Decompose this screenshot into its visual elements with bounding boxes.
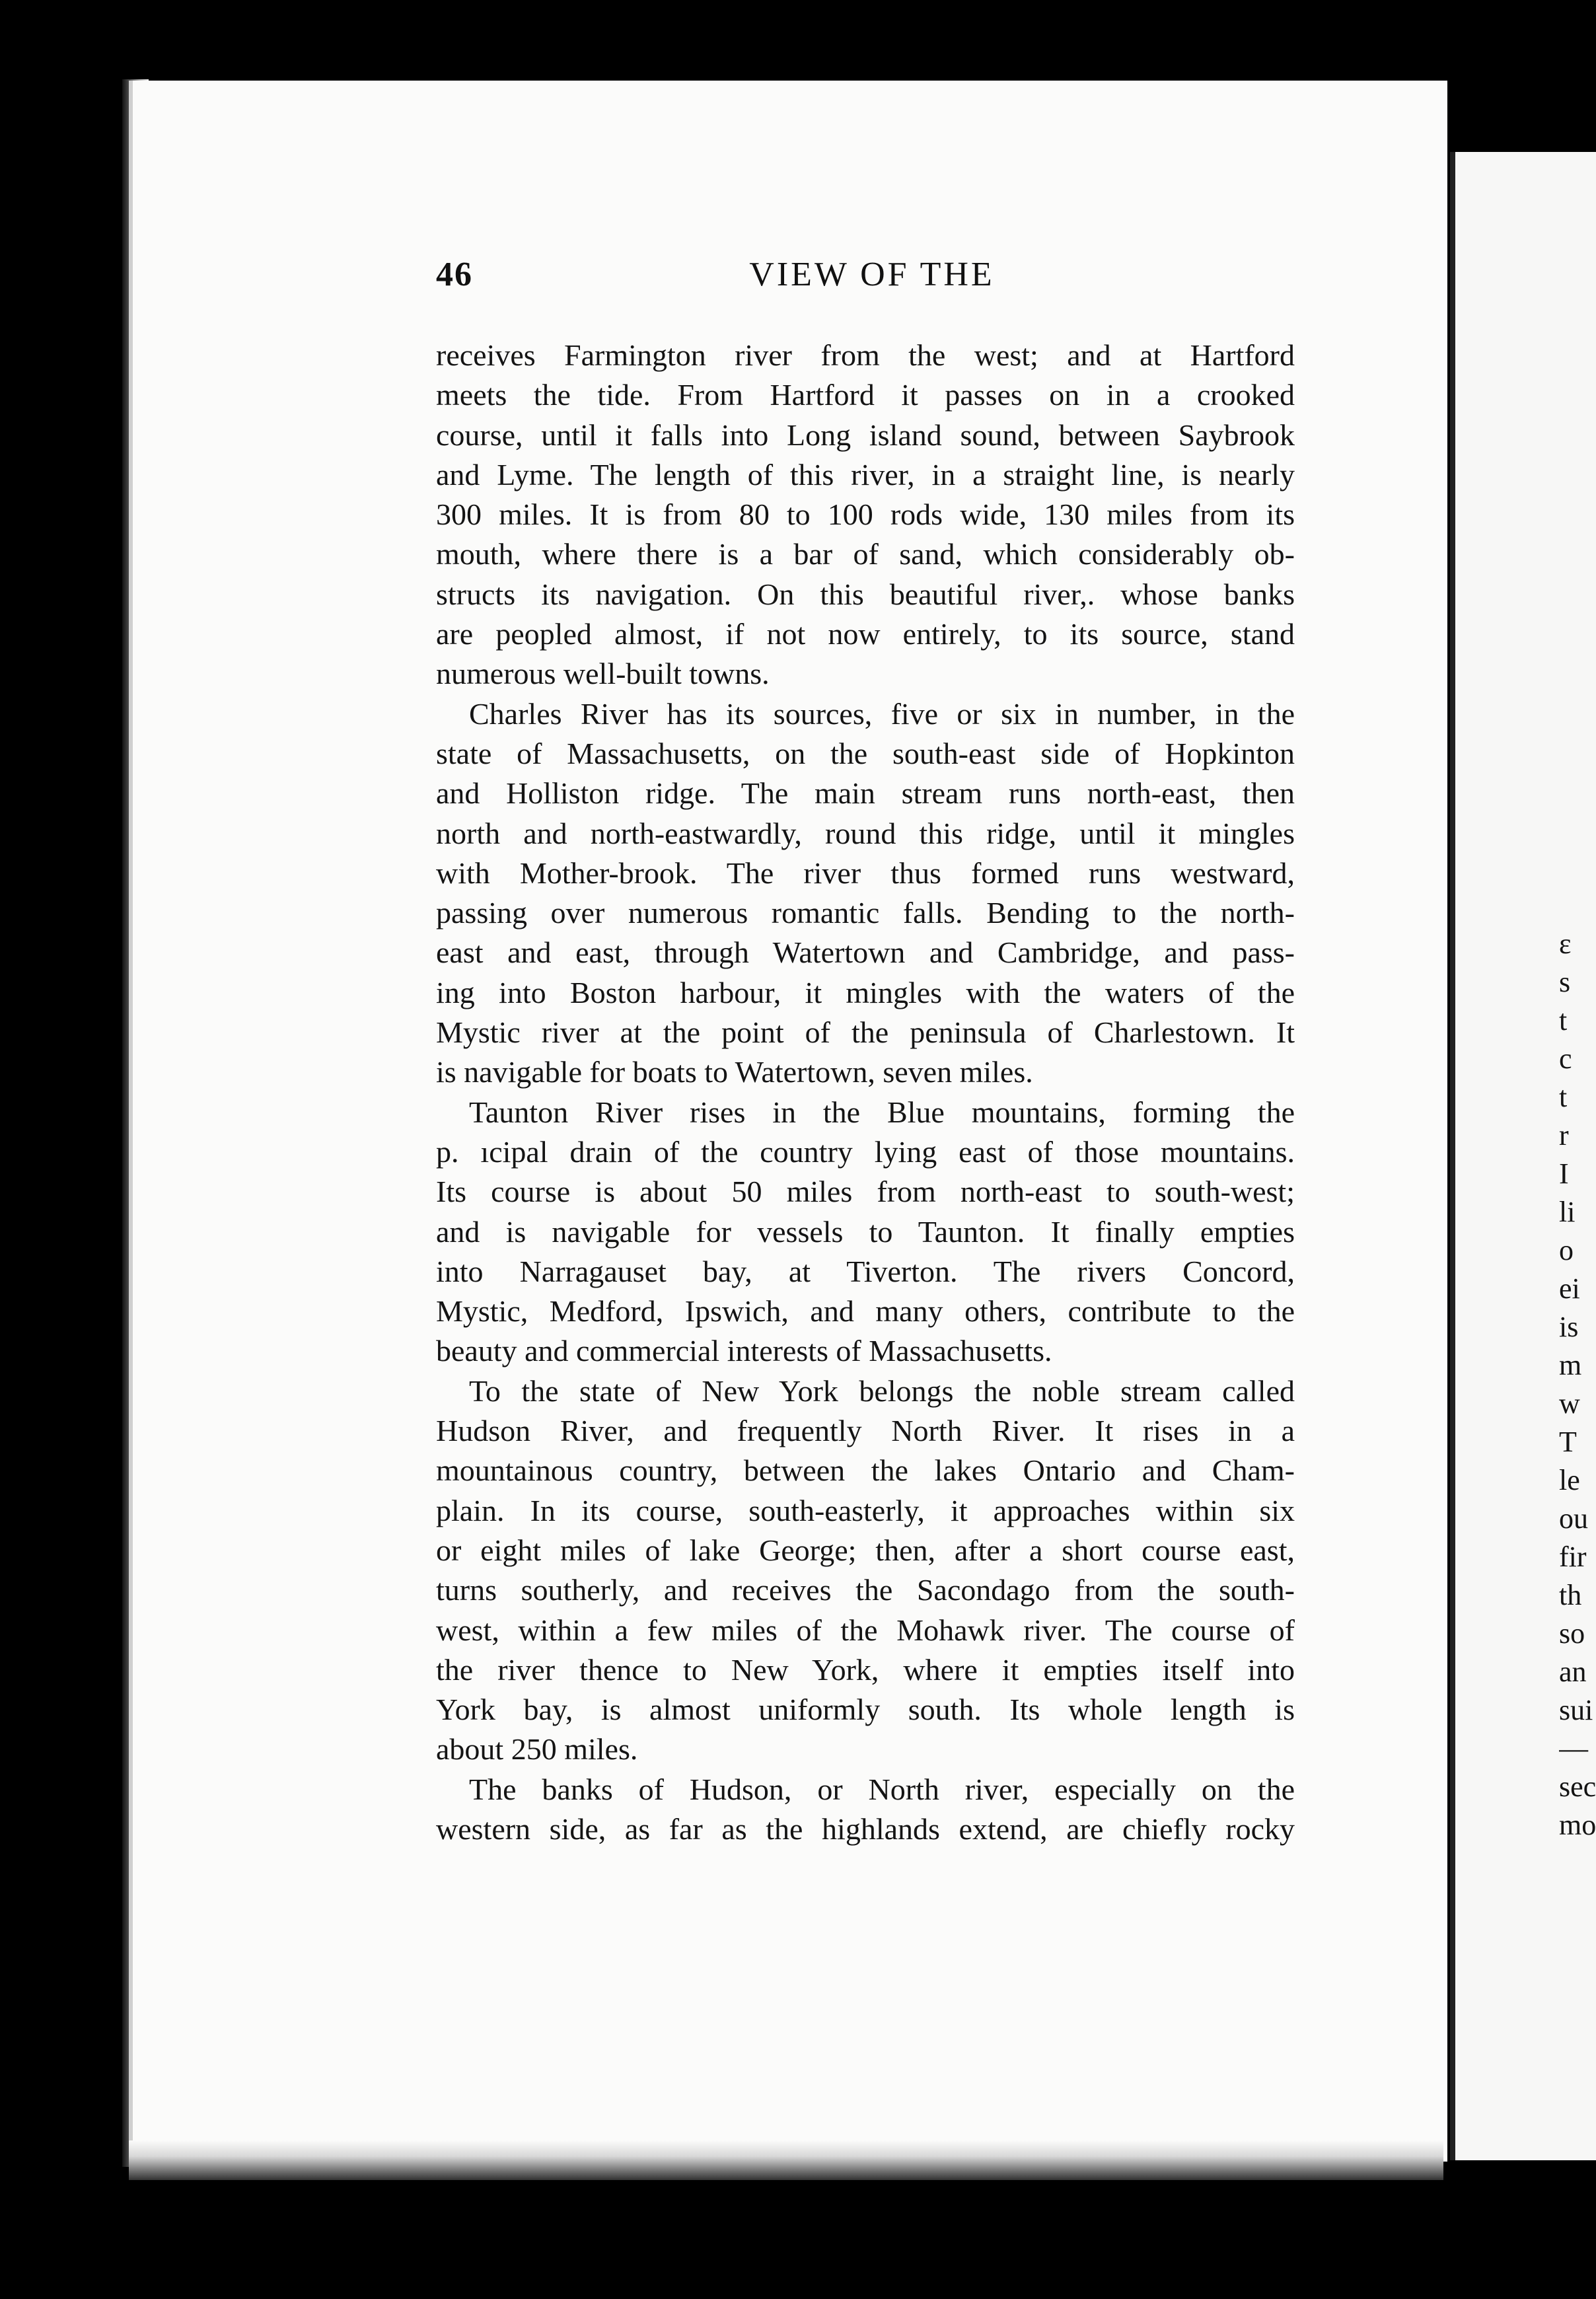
fragment: T bbox=[1559, 1426, 1577, 1458]
fragment: th bbox=[1559, 1579, 1582, 1611]
page-header bbox=[436, 255, 1308, 314]
fragment: t bbox=[1559, 1004, 1568, 1037]
text-line: state of Massachusetts, on the south-east side of Hopkinton bbox=[436, 736, 1295, 770]
text-line: numerous well-built towns. bbox=[436, 657, 770, 691]
text-line: or eight miles of lake George; then, after a short course east, bbox=[436, 1533, 1295, 1567]
fragment: o bbox=[1559, 1234, 1574, 1266]
text-line: the river thence to New York, where it empties itself into bbox=[436, 1652, 1295, 1687]
fragment: an bbox=[1559, 1656, 1587, 1688]
text-line: into Narragauset bay, at Tiverton. The rivers Concord, bbox=[436, 1254, 1295, 1288]
fragment: ou bbox=[1559, 1502, 1588, 1535]
text-line: Its course is about 50 miles from north-east to south-west; bbox=[436, 1175, 1295, 1209]
fragment: fir bbox=[1559, 1541, 1587, 1573]
fragment: — bbox=[1559, 1732, 1588, 1765]
text-line: course, until it falls into Long island sound, between Saybrook bbox=[436, 418, 1295, 452]
fragment: s bbox=[1559, 966, 1571, 998]
text-line: Mystic river at the point of the peninsula of Charlestown. It bbox=[436, 1015, 1295, 1050]
text-line: mouth, where there is a bar of sand, which considerably ob- bbox=[436, 537, 1295, 571]
fragment: ei bbox=[1559, 1272, 1580, 1305]
fragment: t bbox=[1559, 1081, 1568, 1113]
text-line: receives Farmington river from the west; and at Hartford bbox=[436, 338, 1295, 372]
text-line: plain. In its course, south-easterly, it approaches within six bbox=[436, 1493, 1295, 1527]
paragraph-first-line: To the state of New York belongs the noble stream called bbox=[469, 1373, 1295, 1408]
fragment: li bbox=[1559, 1196, 1576, 1228]
text-line: structs its navigation. On this beautiful river,. whose banks bbox=[436, 577, 1295, 611]
text-line: passing over numerous romantic falls. Bending to the north- bbox=[436, 896, 1295, 930]
paragraph-first-line: Charles River has its sources, five or six in number, in the bbox=[469, 696, 1295, 731]
fragment: r bbox=[1559, 1119, 1569, 1151]
text-line: York bay, is almost uniformly south. Its whole length is bbox=[436, 1693, 1295, 1727]
text-line: west, within a few miles of the Mohawk river. The course of bbox=[436, 1613, 1295, 1647]
text-line: 300 miles. It is from 80 to 100 rods wide, 130 miles from its bbox=[436, 497, 1295, 532]
text-line: and Holliston ridge. The main stream runs north-east, then bbox=[436, 776, 1295, 811]
text-line: meets the tide. From Hartford it passes on in a crooked bbox=[436, 378, 1295, 412]
fragment: mo bbox=[1559, 1809, 1596, 1841]
text-line: and is navigable for vessels to Taunton. It finally empties bbox=[436, 1214, 1295, 1249]
text-line: and Lyme. The length of this river, in a straight line, is nearly bbox=[436, 457, 1295, 492]
facing-page-text-fragments bbox=[1559, 925, 1596, 1844]
page-number: 46 bbox=[436, 256, 473, 293]
text-line: is navigable for boats to Watertown, seven miles. bbox=[436, 1055, 1033, 1089]
text-line: western side, as far as the highlands extend, are chiefly rocky bbox=[436, 1811, 1295, 1846]
text-line: p. ıcipal drain of the country lying east of those mountains. bbox=[436, 1134, 1295, 1169]
fragment: is bbox=[1559, 1311, 1579, 1343]
text-line: ing into Boston harbour, it mingles with the waters of the bbox=[436, 975, 1295, 1009]
text-line: east and east, through Watertown and Cambridge, and pass- bbox=[436, 935, 1295, 970]
fragment: w bbox=[1559, 1387, 1580, 1420]
fragment: c bbox=[1559, 1042, 1572, 1075]
text-line: are peopled almost, if not now entirely, to its source, stand bbox=[436, 617, 1295, 651]
text-line: about 250 miles. bbox=[436, 1732, 638, 1767]
text-line: beauty and commercial interests of Massachusetts. bbox=[436, 1334, 1052, 1368]
text-line: turns southerly, and receives the Sacondago from the south- bbox=[436, 1573, 1295, 1607]
paragraph-first-line: The banks of Hudson, or North river, especially on the bbox=[469, 1772, 1295, 1806]
fragment: sec bbox=[1559, 1770, 1596, 1803]
text-line: Hudson River, and frequently North River. It rises in a bbox=[436, 1414, 1295, 1448]
running-head: VIEW OF THE bbox=[749, 256, 995, 293]
fragment: ɛ bbox=[1559, 928, 1572, 960]
fragment: m bbox=[1559, 1349, 1582, 1381]
fragment: le bbox=[1559, 1464, 1580, 1496]
text-line: with Mother-brook. The river thus formed runs westward, bbox=[436, 856, 1295, 890]
text-line: north and north-eastwardly, round this ridge, until it mingles bbox=[436, 816, 1295, 850]
text-line: Mystic, Medford, Ipswich, and many others, contribute to the bbox=[436, 1294, 1295, 1329]
paragraph-first-line: Taunton River rises in the Blue mountains, forming the bbox=[469, 1095, 1295, 1129]
page-bottom-edge bbox=[129, 2140, 1443, 2180]
fragment: I bbox=[1559, 1157, 1569, 1190]
page-body-text bbox=[436, 336, 1295, 1849]
fragment: sui bbox=[1559, 1694, 1593, 1726]
fragment: so bbox=[1559, 1617, 1585, 1650]
text-line: mountainous country, between the lakes Ontario and Cham- bbox=[436, 1453, 1295, 1488]
